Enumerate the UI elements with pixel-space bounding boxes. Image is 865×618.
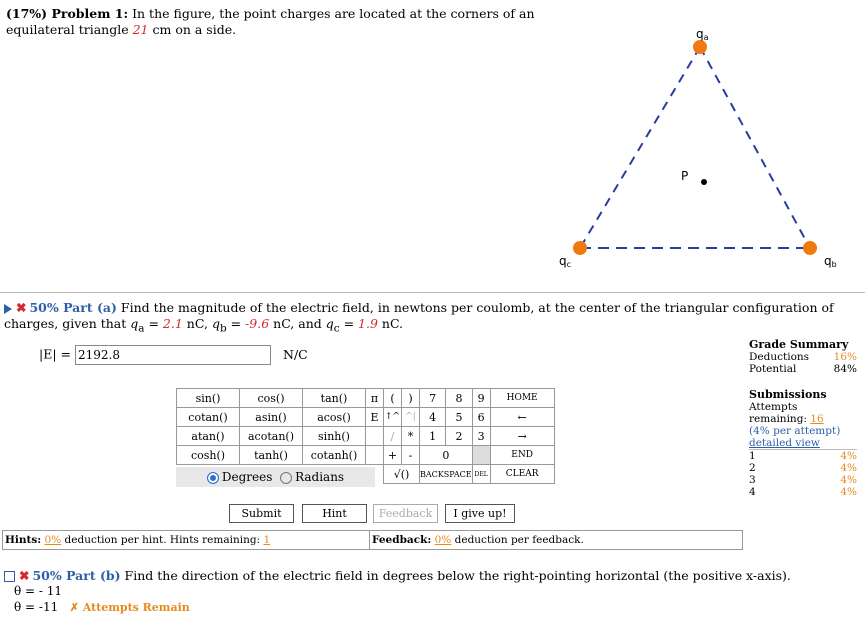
incorrect-x-icon: ✖ <box>19 568 30 583</box>
hints-pct: 0% <box>44 534 62 546</box>
edge-ab <box>700 47 810 248</box>
angle-mode-bar <box>176 467 375 487</box>
qc-sub: c <box>333 322 340 335</box>
potential-value: 84% <box>833 363 857 375</box>
key-2[interactable]: 2 <box>446 427 472 446</box>
list-item: 1 4% <box>749 450 857 462</box>
key-acos[interactable]: acos() <box>303 408 366 427</box>
submit-button[interactable]: Submit <box>229 504 294 523</box>
per-attempt <box>749 425 857 437</box>
part-b-question <box>4 568 862 584</box>
key-home[interactable]: HOME <box>490 389 554 408</box>
key-e[interactable]: E <box>366 408 384 427</box>
key-6[interactable]: 6 <box>472 408 490 427</box>
radians-label: Radians <box>295 470 345 484</box>
feedback-button[interactable]: Feedback <box>373 504 438 523</box>
submission-list <box>749 450 857 498</box>
grade-summary <box>749 339 857 498</box>
feedback-bar <box>369 530 743 550</box>
attempts-label: Attempts remaining: <box>749 401 807 425</box>
edge-ac <box>580 47 700 248</box>
qa-sub: a <box>138 322 145 335</box>
qc-symbol: q <box>325 316 334 331</box>
key-del[interactable]: DEL <box>472 465 490 484</box>
hints-label: Hints: <box>5 534 42 546</box>
key-clear[interactable]: CLEAR <box>490 465 554 484</box>
answer-row <box>39 345 308 365</box>
key-acotan[interactable]: acotan() <box>240 427 303 446</box>
key-9[interactable]: 9 <box>472 389 490 408</box>
key-sin[interactable]: sin() <box>177 389 240 408</box>
charge-b <box>803 241 817 255</box>
key-5[interactable]: 5 <box>446 408 472 427</box>
part-a-text: Find the magnitude of the electric field, in newtons per coulomb, at the center of the triangular configuration of charges, given that <box>4 300 834 331</box>
key-open-paren[interactable]: ( <box>384 389 402 408</box>
key-blank-1 <box>366 427 384 446</box>
incorrect-x-icon: ✖ <box>16 300 27 315</box>
hints-bar <box>2 530 370 550</box>
point-p <box>701 179 707 185</box>
qb-value: -9.6 <box>245 316 270 331</box>
key-7[interactable]: 7 <box>420 389 446 408</box>
attempts-value: 16 <box>810 413 824 425</box>
feedback-label: Feedback: <box>372 534 432 546</box>
qa-symbol: q <box>130 316 139 331</box>
hints-text: deduction per hint. Hints remaining: <box>64 534 261 546</box>
give-up-button[interactable]: I give up! <box>445 504 515 523</box>
part-b-answer-2-text: θ = -11 <box>14 600 59 614</box>
triangle-figure <box>540 20 850 270</box>
feedback-text: deduction per feedback. <box>454 534 584 546</box>
key-4[interactable]: 4 <box>420 408 446 427</box>
per-attempt-text: (4% per attempt) <box>749 425 841 437</box>
key-atan[interactable]: atan() <box>177 427 240 446</box>
key-8[interactable]: 8 <box>446 389 472 408</box>
key-pi[interactable]: π <box>366 389 384 408</box>
answer-unit: N/C <box>283 346 308 362</box>
collapse-box-icon[interactable] <box>4 571 15 582</box>
key-cos[interactable]: cos() <box>240 389 303 408</box>
part-b-text: Find the direction of the electric field in degrees below the right-pointing horizontal (the positive x-axis). <box>124 568 791 583</box>
problem-text-1: In the figure, the point charges are located at the corners of an equilateral triangle <box>6 6 535 37</box>
charge-a <box>693 40 707 54</box>
key-divide[interactable]: / <box>384 427 402 446</box>
key-3[interactable]: 3 <box>472 427 490 446</box>
hint-button[interactable]: Hint <box>302 504 367 523</box>
key-right-arrow[interactable]: → <box>490 427 554 446</box>
key-blank-2 <box>366 446 384 465</box>
qb-symbol: q <box>211 316 220 331</box>
key-sinh[interactable]: sinh() <box>303 427 366 446</box>
part-b-answer-1: θ = - 11 <box>14 584 63 598</box>
side-length: 21 <box>132 22 149 37</box>
qc-value: 1.9 <box>358 316 378 331</box>
problem-title: (17%) Problem 1: <box>6 6 129 21</box>
qb-sub: b <box>219 322 227 335</box>
key-asin[interactable]: asin() <box>240 408 303 427</box>
key-cotan[interactable]: cotan() <box>177 408 240 427</box>
part-a-question: ✖ 50% Part (a) Find the magnitude of the electric field, in newtons per coulomb, at the center of the triangular configuration of charges, given that $q_a = 2.1$ nC, $q_b = -9.6$ nC, and $q_c = 1.9$ nC. <box>4 300 834 335</box>
part-b-heading: 50% Part (b) <box>32 568 121 583</box>
key-caret-bar[interactable]: ^| <box>402 408 420 427</box>
part-a-heading: 50% Part (a) <box>29 300 117 315</box>
separator <box>0 292 865 293</box>
label-qc: qc <box>559 254 572 269</box>
detailed-view-link[interactable]: detailed view <box>749 437 857 450</box>
label-qb: qb <box>824 254 837 269</box>
answer-label: |E| = <box>39 346 71 362</box>
qa-value: 2.1 <box>162 316 183 331</box>
key-multiply[interactable]: * <box>402 427 420 446</box>
problem-text-2: cm on a side. <box>152 22 237 37</box>
key-cotanh[interactable]: cotanh() <box>303 446 366 465</box>
feedback-pct: 0% <box>434 534 452 546</box>
key-left-arrow[interactable]: ← <box>490 408 554 427</box>
radians-radio[interactable] <box>280 472 292 484</box>
answer-input[interactable] <box>75 345 271 365</box>
qc-unit: nC. <box>381 316 404 331</box>
deductions-value: 16% <box>833 351 857 363</box>
key-sqrt[interactable]: √() <box>384 465 420 484</box>
key-1[interactable]: 1 <box>420 427 446 446</box>
degrees-label: Degrees <box>221 470 273 484</box>
grade-title: Grade Summary <box>749 338 849 351</box>
key-blank-3 <box>472 446 490 465</box>
key-cosh[interactable]: cosh() <box>177 446 240 465</box>
and-text: nC, and <box>273 316 322 331</box>
list-item: 4 4% <box>749 486 857 498</box>
problem-statement <box>6 6 536 38</box>
key-close-paren[interactable]: ) <box>402 389 420 408</box>
degrees-radio[interactable] <box>207 472 219 484</box>
label-qa: qa <box>696 27 709 42</box>
submissions-title: Submissions <box>749 388 827 401</box>
qa-unit: nC, <box>186 316 208 331</box>
deductions-label: Deductions <box>749 351 810 363</box>
potential-label: Potential <box>749 363 797 375</box>
list-item: 2 4% <box>749 462 857 474</box>
expand-triangle-icon[interactable] <box>4 304 12 314</box>
key-end[interactable]: END <box>490 446 554 465</box>
key-backspace[interactable]: BACKSPACE <box>420 465 473 484</box>
list-item: 3 4% <box>749 474 857 486</box>
part-b-answer-2 <box>14 600 190 614</box>
key-0[interactable]: 0 <box>420 446 473 465</box>
key-plus[interactable]: + <box>384 446 402 465</box>
label-p: P <box>681 169 689 183</box>
hints-remaining: 1 <box>263 534 271 546</box>
key-up-caret[interactable]: ↑^ <box>384 408 402 427</box>
charge-c <box>573 241 587 255</box>
key-tan[interactable]: tan() <box>303 389 366 408</box>
key-tanh[interactable]: tanh() <box>240 446 303 465</box>
key-minus[interactable]: - <box>402 446 420 465</box>
attempts-remain: ✗ Attempts Remain <box>69 601 190 614</box>
